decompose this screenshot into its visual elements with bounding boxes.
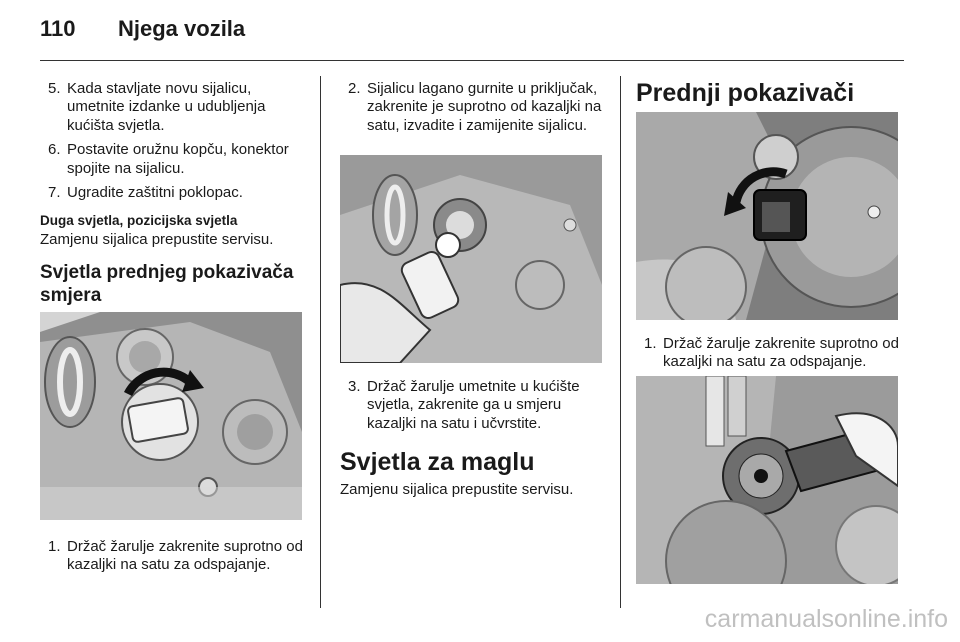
fog-light-text: Zamjenu sijalica prepustite servisu. bbox=[340, 481, 574, 499]
step-7 bbox=[40, 184, 310, 202]
step-number: 2. bbox=[348, 80, 361, 97]
step-text: Držač žarulje zakrenite suprotno od kazaljki na satu za odspajanje. bbox=[663, 335, 899, 371]
caption-step bbox=[40, 538, 310, 575]
fog-light-heading: Svjetla za maglu bbox=[340, 448, 535, 477]
page-number: 110 bbox=[40, 16, 76, 41]
step-number: 1. bbox=[48, 538, 61, 555]
column-2-top bbox=[340, 80, 605, 141]
step-number: 6. bbox=[48, 141, 61, 159]
step-2 bbox=[340, 80, 605, 135]
sub-text: Zamjenu sijalica prepustite servisu. bbox=[40, 230, 274, 248]
step-text: Držač žarulje umetnite u kućište svjetla, zakrenite ga u smjeru kazaljki na satu i učvrstite. bbox=[367, 378, 580, 432]
caption-step bbox=[636, 335, 906, 372]
page-title: Njega vozila bbox=[118, 16, 246, 41]
figure-bulb-removal bbox=[340, 155, 602, 363]
figure-front-indicator-1 bbox=[636, 112, 898, 320]
step-number: 3. bbox=[348, 378, 361, 395]
figure-front-indicator-2 bbox=[636, 376, 898, 584]
step-text: Postavite oružnu kopču, konektor spojite na sijalicu. bbox=[67, 141, 289, 177]
step-text: Sijalicu lagano gurnite u priključak, zakrenite je suprotno od kazaljki na satu, izvadite i zamijenite sijalicu. bbox=[367, 80, 602, 134]
step-3 bbox=[340, 378, 605, 433]
header-divider bbox=[40, 60, 904, 61]
step-number: 5. bbox=[48, 80, 61, 97]
front-indicator-heading: Prednji pokazivači bbox=[636, 79, 855, 107]
column-divider-2 bbox=[620, 76, 621, 608]
figure-caption-3 bbox=[636, 335, 906, 378]
step-number: 7. bbox=[48, 184, 61, 202]
column-1 bbox=[40, 80, 310, 307]
page-header bbox=[0, 0, 960, 60]
step-5 bbox=[40, 80, 310, 135]
step-6 bbox=[40, 141, 310, 178]
section-heading: Svjetla prednjeg pokazivača smjera bbox=[40, 262, 294, 307]
watermark: carmanualsonline.info bbox=[704, 605, 948, 633]
step-text: Držač žarulje zakrenite suprotno od kazaljki na satu za odspajanje. bbox=[67, 538, 303, 574]
sub-heading: Duga svjetla, pozicijska svjetla bbox=[40, 213, 238, 229]
figure-indicator-rear bbox=[40, 312, 302, 520]
column-2-bottom bbox=[340, 378, 605, 500]
step-text: Kada stavljate novu sijalicu, umetnite izdanke u udubljenja kućišta svjetla. bbox=[67, 80, 266, 134]
step-number: 1. bbox=[644, 335, 657, 352]
figure-caption-1 bbox=[40, 538, 310, 581]
step-text: Ugradite zaštitni poklopac. bbox=[67, 184, 243, 202]
column-divider-1 bbox=[320, 76, 321, 608]
